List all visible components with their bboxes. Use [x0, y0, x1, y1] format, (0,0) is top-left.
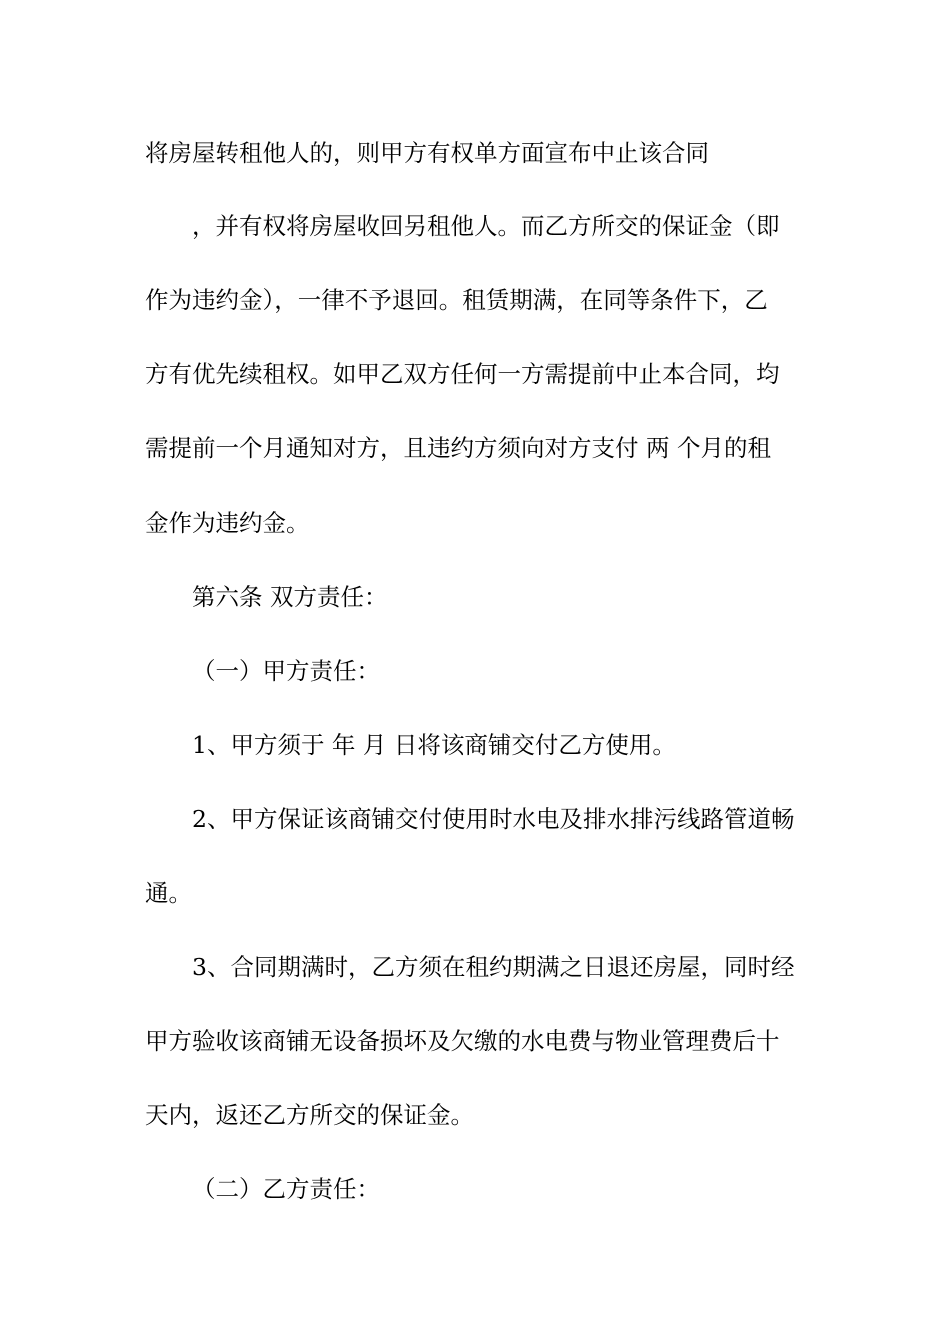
- paragraph-line: 天内，返还乙方所交的保证金。: [145, 1101, 474, 1129]
- paragraph-line: 方有优先续租权。如甲乙双方任何一方需提前中止本合同，均: [145, 360, 780, 388]
- clause-item: 2、甲方保证该商铺交付使用时水电及排水排污线路管道畅: [192, 805, 795, 833]
- clause-item: 3、合同期满时，乙方须在租约期满之日退还房屋，同时经: [192, 953, 795, 981]
- paragraph-line: 金作为违约金。: [145, 509, 310, 537]
- subsection-heading: （二）乙方责任：: [192, 1175, 380, 1203]
- paragraph-line: 甲方验收该商铺无设备损坏及欠缴的水电费与物业管理费后十: [145, 1027, 780, 1055]
- paragraph-line: 需提前一个月通知对方，且违约方须向对方支付 两 个月的租: [145, 434, 771, 462]
- subsection-heading: （一）甲方责任：: [192, 657, 380, 685]
- clause-item: 1、甲方须于 年 月 日将该商铺交付乙方使用。: [192, 731, 676, 759]
- paragraph-line: 通。: [145, 879, 192, 907]
- section-heading: 第六条 双方责任：: [192, 583, 388, 611]
- paragraph-line: 将房屋转租他人的，则甲方有权单方面宣布中止该合同: [145, 139, 709, 167]
- paragraph-line: ，并有权将房屋收回另租他人。而乙方所交的保证金（即: [192, 212, 780, 240]
- paragraph-line: 作为违约金），一律不予退回。租赁期满，在同等条件下，乙: [145, 286, 768, 314]
